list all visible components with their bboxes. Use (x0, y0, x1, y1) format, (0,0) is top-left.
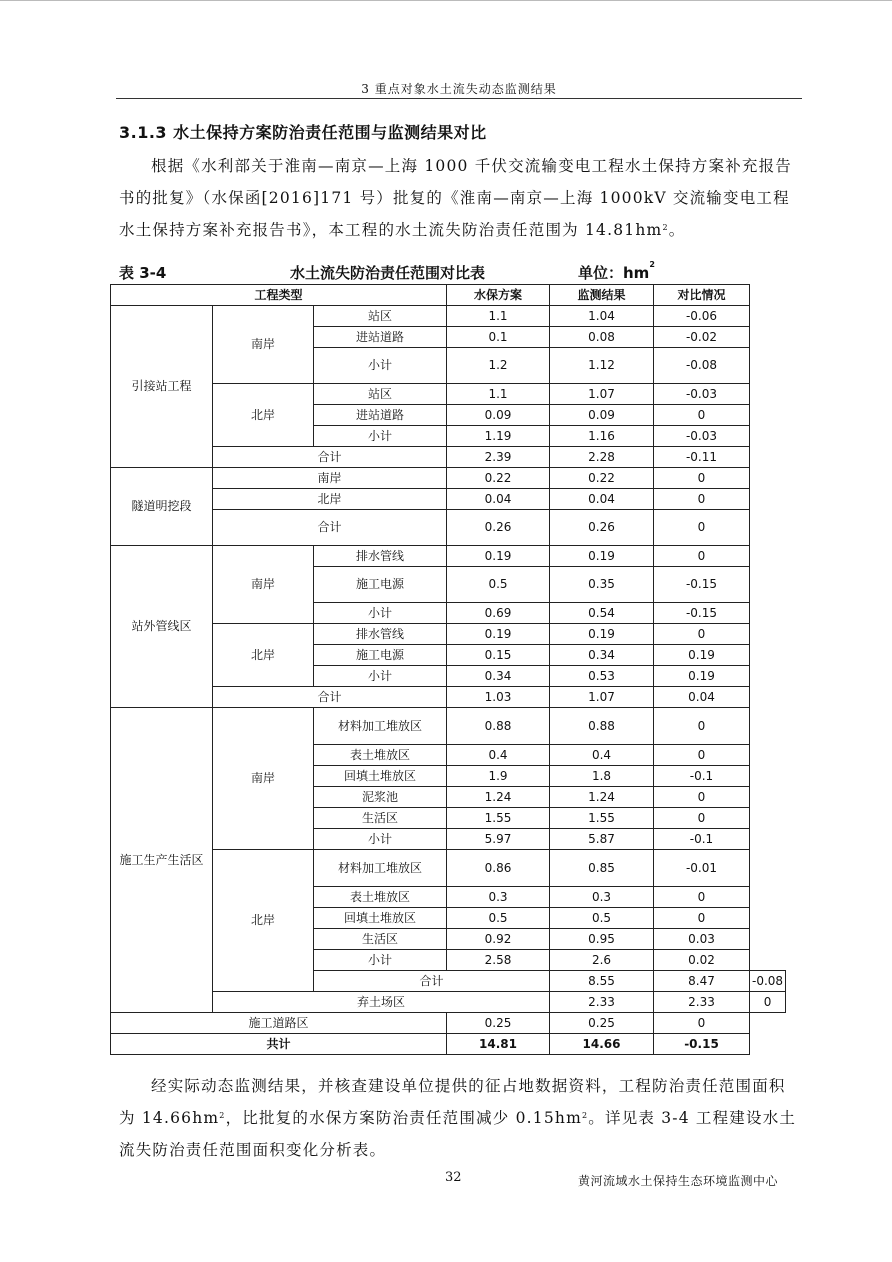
diff-value: -0.06 (654, 306, 750, 327)
grand-total-label: 共计 (111, 1034, 447, 1055)
diff-value: -0.02 (654, 327, 750, 348)
table-row (111, 624, 786, 645)
plan-value: 0.92 (447, 929, 550, 950)
superscript: 2 (219, 1111, 226, 1120)
monitor-value: 0.35 (550, 567, 654, 603)
monitor-value: 1.55 (550, 808, 654, 829)
plan-value: 0.04 (447, 489, 550, 510)
diff-value: 0 (654, 510, 750, 546)
diff-value: 0 (654, 708, 750, 745)
row-label: 施工电源 (314, 645, 447, 666)
diff-value: 0.03 (654, 929, 750, 950)
diff-value: -0.08 (654, 348, 750, 384)
diff-value: 0 (654, 624, 750, 645)
diff-value: -0.15 (654, 1034, 750, 1055)
row-label: 材料加工堆放区 (314, 850, 447, 887)
row-label: 施工道路区 (111, 1013, 447, 1034)
plan-value: 0.25 (447, 1013, 550, 1034)
unit-superscript: 2 (649, 260, 655, 269)
header-project-type: 工程类型 (111, 285, 447, 306)
monitor-value: 0.22 (550, 468, 654, 489)
table-row (111, 468, 786, 489)
row-label: 站区 (314, 384, 447, 405)
plan-value: 2.58 (447, 950, 550, 971)
header-rule (116, 98, 802, 99)
diff-value: -0.1 (654, 766, 750, 787)
plan-value: 1.24 (447, 787, 550, 808)
plan-value: 0.3 (447, 887, 550, 908)
plan-value: 0.26 (447, 510, 550, 546)
plan-value: 8.55 (550, 971, 654, 992)
plan-value: 2.33 (550, 992, 654, 1013)
diff-value: 0 (654, 405, 750, 426)
row-label: 小计 (314, 348, 447, 384)
plan-value: 1.1 (447, 384, 550, 405)
paragraph-1-end: 。 (668, 221, 686, 239)
table-row (111, 510, 786, 546)
row-label: 进站道路 (314, 405, 447, 426)
diff-value: 0 (654, 1013, 750, 1034)
diff-value: -0.15 (654, 567, 750, 603)
row-label: 进站道路 (314, 327, 447, 348)
plan-value: 0.4 (447, 745, 550, 766)
row-label: 小计 (314, 950, 447, 971)
footer-organization: 黄河流域水土保持生态环境监测中心 (578, 1174, 779, 1188)
bank-cell: 南岸 (213, 306, 314, 384)
monitor-value: 0.5 (550, 908, 654, 929)
plan-value: 1.03 (447, 687, 550, 708)
plan-value: 1.19 (447, 426, 550, 447)
monitor-value: 0.4 (550, 745, 654, 766)
table-header-row (111, 285, 786, 306)
diff-value: 0 (654, 887, 750, 908)
row-label: 小计 (314, 666, 447, 687)
table-title: 水土流失防治责任范围对比表 (290, 264, 486, 282)
paragraph-1 (119, 150, 801, 246)
plan-value: 0.19 (447, 624, 550, 645)
diff-value: -0.03 (654, 426, 750, 447)
row-label: 小计 (314, 829, 447, 850)
monitor-value: 0.25 (550, 1013, 654, 1034)
monitor-value: 1.12 (550, 348, 654, 384)
plan-value: 0.09 (447, 405, 550, 426)
monitor-value: 1.07 (550, 384, 654, 405)
monitor-value: 1.8 (550, 766, 654, 787)
row-label: 生活区 (314, 929, 447, 950)
monitor-value: 0.34 (550, 645, 654, 666)
row-label: 合计 (213, 687, 447, 708)
monitor-value: 5.87 (550, 829, 654, 850)
monitor-value: 2.6 (550, 950, 654, 971)
header-plan: 水保方案 (447, 285, 550, 306)
row-label: 回填土堆放区 (314, 908, 447, 929)
table-total-row (111, 1034, 786, 1055)
monitor-value: 0.88 (550, 708, 654, 745)
bank-cell: 北岸 (213, 850, 314, 992)
paragraph-2-text-c: 。详见表 3-4 工程建设水土流失防治责任范围面积变化分析表。 (119, 1109, 797, 1159)
plan-value: 0.15 (447, 645, 550, 666)
responsibility-area-table (110, 284, 786, 1055)
diff-value: -0.01 (654, 850, 750, 887)
table-row (111, 992, 786, 1013)
top-border-line (0, 0, 892, 1)
row-label: 材料加工堆放区 (314, 708, 447, 745)
bank-cell: 南岸 (213, 708, 314, 850)
monitor-value: 0.95 (550, 929, 654, 950)
diff-value: 0 (654, 489, 750, 510)
bank-cell: 南岸 (213, 546, 314, 624)
plan-value: 2.39 (447, 447, 550, 468)
running-header: 3 重点对象水土流失动态监测结果 (361, 82, 557, 96)
diff-value: 0.19 (654, 666, 750, 687)
row-label: 南岸 (213, 468, 447, 489)
plan-value: 0.19 (447, 546, 550, 567)
monitor-value: 2.33 (654, 992, 750, 1013)
group-cell: 站外管线区 (111, 546, 213, 708)
diff-value: 0 (654, 546, 750, 567)
table-row (111, 546, 786, 567)
plan-value: 1.1 (447, 306, 550, 327)
monitor-value: 0.53 (550, 666, 654, 687)
diff-value: 0 (654, 908, 750, 929)
table-row (111, 850, 786, 887)
row-label: 排水管线 (314, 624, 447, 645)
bank-cell: 北岸 (213, 624, 314, 687)
group-cell: 引接站工程 (111, 306, 213, 468)
plan-value: 5.97 (447, 829, 550, 850)
superscript: 2 (662, 223, 669, 232)
diff-value: 0 (654, 787, 750, 808)
monitor-value: 0.26 (550, 510, 654, 546)
monitor-value: 0.19 (550, 546, 654, 567)
paragraph-2 (119, 1070, 801, 1166)
row-label: 生活区 (314, 808, 447, 829)
row-label: 施工电源 (314, 567, 447, 603)
plan-value: 1.2 (447, 348, 550, 384)
monitor-value: 0.08 (550, 327, 654, 348)
row-label: 表土堆放区 (314, 887, 447, 908)
diff-value: 0.02 (654, 950, 750, 971)
group-cell: 隧道明挖段 (111, 468, 213, 546)
row-label: 泥浆池 (314, 787, 447, 808)
row-label: 弃土场区 (213, 992, 550, 1013)
diff-value: -0.03 (654, 384, 750, 405)
row-label: 合计 (314, 971, 550, 992)
diff-value: 0 (750, 992, 786, 1013)
monitor-value: 0.09 (550, 405, 654, 426)
plan-value: 0.86 (447, 850, 550, 887)
plan-value: 14.81 (447, 1034, 550, 1055)
monitor-value: 8.47 (654, 971, 750, 992)
table-row (111, 708, 786, 745)
row-label: 小计 (314, 426, 447, 447)
plan-value: 0.1 (447, 327, 550, 348)
table-row (111, 687, 786, 708)
diff-value: -0.1 (654, 829, 750, 850)
bank-cell: 北岸 (213, 384, 314, 447)
group-cell: 施工生产生活区 (111, 708, 213, 1013)
monitor-value: 0.3 (550, 887, 654, 908)
plan-value: 0.5 (447, 567, 550, 603)
plan-value: 0.5 (447, 908, 550, 929)
paragraph-2-text-a: 经实际动态监测结果，并核查建设单位提供的征占地数据资料，工程防治责任范围面积为 14.66hm (119, 1077, 786, 1127)
row-label: 排水管线 (314, 546, 447, 567)
row-label: 合计 (213, 510, 447, 546)
plan-value: 0.69 (447, 603, 550, 624)
diff-value: 0 (654, 808, 750, 829)
paragraph-2-text-b: ，比批复的水保方案防治责任范围减少 0.15hm (225, 1109, 582, 1127)
table-row (111, 384, 786, 405)
section-title: 3.1.3 水土保持方案防治责任范围与监测结果对比 (119, 123, 487, 142)
monitor-value: 1.04 (550, 306, 654, 327)
header-diff: 对比情况 (654, 285, 750, 306)
plan-value: 0.22 (447, 468, 550, 489)
row-label: 小计 (314, 603, 447, 624)
paragraph-1-text: 根据《水利部关于淮南—南京—上海 1000 千伏交流输变电工程水土保持方案补充报告书的批复》（水保函[2016]171 号）批复的《淮南—南京—上海 1000kV 交流输变电工程水土保持方案补充报告书》，本工程的水土流失防治责任范围为 14.81hm (119, 157, 793, 239)
monitor-value: 14.66 (550, 1034, 654, 1055)
monitor-value: 1.24 (550, 787, 654, 808)
plan-value: 0.88 (447, 708, 550, 745)
monitor-value: 1.07 (550, 687, 654, 708)
monitor-value: 2.28 (550, 447, 654, 468)
page-number: 32 (445, 1170, 462, 1185)
row-label: 回填土堆放区 (314, 766, 447, 787)
table-row (111, 306, 786, 327)
monitor-value: 0.54 (550, 603, 654, 624)
diff-value: 0.04 (654, 687, 750, 708)
row-label: 站区 (314, 306, 447, 327)
row-label: 合计 (213, 447, 447, 468)
monitor-value: 0.85 (550, 850, 654, 887)
table-label: 表 3-4 (119, 264, 167, 282)
unit-text: 单位：hm (578, 264, 650, 282)
table-row (111, 1013, 786, 1034)
diff-value: -0.11 (654, 447, 750, 468)
monitor-value: 0.19 (550, 624, 654, 645)
diff-value: 0 (654, 745, 750, 766)
diff-value: 0 (654, 468, 750, 489)
table-unit (578, 262, 655, 283)
plan-value: 0.34 (447, 666, 550, 687)
monitor-value: 1.16 (550, 426, 654, 447)
header-monitor: 监测结果 (550, 285, 654, 306)
diff-value: -0.08 (750, 971, 786, 992)
table-row (111, 489, 786, 510)
diff-value: -0.15 (654, 603, 750, 624)
plan-value: 1.55 (447, 808, 550, 829)
superscript: 2 (582, 1111, 589, 1120)
monitor-value: 0.04 (550, 489, 654, 510)
table-row (111, 447, 786, 468)
row-label: 表土堆放区 (314, 745, 447, 766)
plan-value: 1.9 (447, 766, 550, 787)
row-label: 北岸 (213, 489, 447, 510)
diff-value: 0.19 (654, 645, 750, 666)
